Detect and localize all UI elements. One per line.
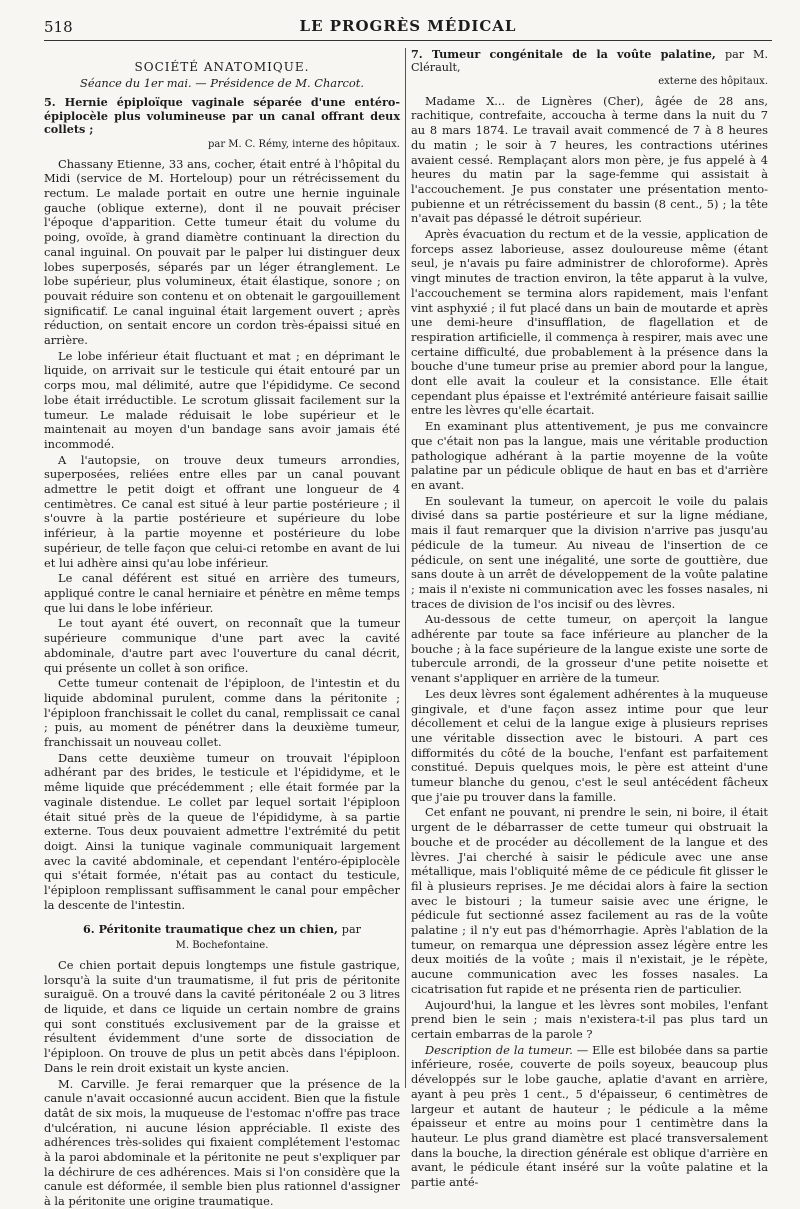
article-5-paragraph: Dans cette deuxième tumeur on trouvait l'épiploon adhérant par des brides, le testicule et l'épididyme, et le même liquide que précédemment ; elle était formée par la vaginale distendue. Le collet par lequel sortait l'épiploon était situé près de la queue de l'épididyme, à sa partie externe. Tous deux pouvaient admettre l'extrémité du petit doigt. Ainsi la tunique vaginale communiquait largement avec la cavité abdominale, et cependant l'entéro-épiplocèle qui s'était formée, n'était pas au contact du testicule, l'épiploon remplissant suffisamment le canal pour empêcher la descente de l'intestin. — [44, 750, 400, 912]
article-5-paragraph: Le tout ayant été ouvert, on reconnaît que la tumeur supérieure communique d'une part avec la cavité abdominale, d'autre part avec l'ouverture du canal décrit, qui présente un collet à son orifice. — [44, 616, 400, 675]
running-header — [44, 14, 772, 41]
article-5-paragraph: Le canal déférent est situé en arrière des tumeurs, appliqué contre le canal herniaire et pénètre en même temps que lui dans le lobe inférieur. — [44, 571, 400, 615]
article-7-paragraph: Les deux lèvres sont également adhérentes à la muqueuse gingivale, et d'une façon assez intime pour que leur décollement et celui de la langue exige à plusieurs reprises une véritable dissection avec le bistouri. A part ces difformités du côté de la bouche, l'enfant est parfaitement constitué. Depuis quelques mois, le père est atteint d'une tumeur blanche du genou, c'est le seul antécédent fâcheux que j'aie pu trouver dans la famille. — [411, 686, 768, 804]
article-7-paragraph: Madame X... de Lignères (Cher), âgée de 28 ans, rachitique, contrefaite, accoucha à terme dans la nuit du 7 au 8 mars 1874. Le travail avait commencé de 7 à 8 heures du matin ; le soir à 7 heures, les contractions utérines avaient cessé. Remplaçant alors mon père, je fus appelé à 4 heures du matin par la sage-femme qui assistait à l'accouchement. Je pus constater une présentation mento-pubienne et un rétrécissement du bassin (8 cent., 5) ; la tête n'avait pas dépassé le détroit supérieur. — [411, 93, 768, 226]
article-6-byline: M. Bochefontaine. — [175, 940, 269, 952]
article-5-paragraph: Cette tumeur contenait de l'épiploon, de l'intestin et du liquide abdominal purulent, comme dans la péritonite ; l'épiploon franchissait le collet du canal, remplissait ce canal ; puis, au moment de pénétrer dans la deuxième tumeur, franchissait un nouveau collet. — [44, 676, 400, 750]
article-6-title: 6. Péritonite traumatique chez un chien, — [83, 922, 338, 937]
article-6-paragraph: Ce chien portait depuis longtemps une fistule gastrique, lorsqu'à la suite d'un traumatisme, il fut pris de péritonite suraiguë. On a trouvé dans la cavité péritonéale 2 ou 3 litres de liquide, et dans ce liquide un certain nombre de grains qui sont constitués exclusivement par de la graisse et résultent évidemment d'une sorte de dissociation de l'épiploon. On trouve de plus un petit abcès dans l'épiploon. Dans le rein droit existait un kyste ancien. — [44, 957, 400, 1075]
session-line: Séance du 1er mai. — Présidence de M. Charcot. — [80, 75, 364, 90]
left-column — [44, 48, 400, 1209]
society-heading: SOCIÉTÉ ANATOMIQUE. — [134, 60, 310, 74]
journal-title: LE PROGRÈS MÉDICAL — [299, 17, 517, 35]
article-6-paragraph: M. Carville. Je ferai remarquer que la présence de la canule n'avait occasionné aucun accident. Bien que la fistule datât de six mois, la muqueuse de l'estomac n'offre pas trace d'ulcération, ni aucune lésion appréciable. Il existe des adhérences très-solides qui fixaient complétement l'estomac à la paroi abdominale et la péritonite ne peut s'expliquer par la déchirure de ces adhérences. Mais si l'on considère que la canule est déformée, il semble bien plus rationnel d'assigner à la péritonite une origine traumatique. — [44, 1076, 400, 1209]
article-7-paragraph: Cet enfant ne pouvant, ni prendre le sein, ni boire, il était urgent de le débarrasser de cette tumeur qui obstruait la bouche et de procéder au décollement de la langue et des lèvres. J'ai cherché à saisir le pédicule avec une anse métallique, mais l'obliquité même de ce pédicule fit glisser le fil à plusieurs reprises. Je me décidai alors à faire la section avec le bistouri ; la tumeur saisie avec une érigne, le pédicule fut sectionné assez facilement au ras de la voûte palatine ; il n'y eut pas d'hémorrhagie. Après l'ablation de la tumeur, on remarqua une dépression assez légère entre les deux moitiés de la voûte ; mais il n'existait, je le répète, aucune communication avec les fosses nasales. La cicatrisation fut rapide et ne présenta rien de particulier. — [411, 805, 768, 996]
tumor-description-text: — Elle est bilobée dans sa partie inférieure, rosée, couverte de poils soyeux, beaucoup plus développés sur le lobe gauche, aplatie d'avant en arrière, ayant à peu près 1 cent., 5 d'épaisseur, 6 centimètres de largeur et autant de hauteur ; le pédicule a la même épaisseur et entre au moins pour 1 centimètre dans la hauteur. Le plus grand diamètre est placé transversalement dans la bouche, la direction générale est oblique d'arrière en avant, le pédicule étant inséré sur la voûte palatine et la partie anté- — [411, 1042, 768, 1190]
article-7-heading — [411, 48, 768, 74]
column-divider — [405, 48, 406, 1088]
article-7-paragraph: Aujourd'hui, la langue et les lèvres sont mobiles, l'enfant prend bien le sein ; mais n'existera-t-il pas plus tard un certain embarras de la parole ? — [411, 997, 768, 1041]
article-7-paragraph: Après évacuation du rectum et de la vessie, application de forceps assez laborieuse, assez douloureuse même (étant seul, je n'avais pu faire administrer de chloroforme). Après vingt minutes de traction environ, la tête apparut à la vulve, l'accouchement se termina alors rapidement, mais l'enfant vint asphyxié ; il fut placé dans un bain de moutarde et après une demi-heure d'insufflation, de flagellation et de respiration artificielle, il commença à respirer, mais avec une certaine difficulté, due probablement à la présence dans la bouche d'une tumeur prise au premier abord pour la langue, dont elle avait la couleur et la consistance. Elle était cependant plus épaisse et l'extrémité antérieure faisait saillie entre les lèvres qu'elle écartait. — [411, 227, 768, 418]
right-column — [411, 47, 769, 1190]
article-7-author: par M. Clérault, — [411, 48, 769, 74]
page-number: 518 — [44, 18, 73, 36]
article-6-par: par — [341, 923, 361, 937]
article-5-paragraph: Le lobe inférieur était fluctuant et mat ; en déprimant le liquide, on arrivait sur le testicule qui était entouré par un corps mou, mal délimité, autre que l'épididyme. Ce second lobe était irréductible. Le scrotum glissait facilement sur la tumeur. Le malade réduisait le lobe supérieur et le maintenait au moyen d'un bandage sans avoir jamais été incommodé. — [44, 348, 400, 451]
article-7-paragraph: En soulevant la tumeur, on apercoit le voile du palais divisé dans sa partie postérieure et sur la ligne médiane, mais il faut remarquer que la division n'arrive pas jusqu'au pédicule de la tumeur. Au niveau de l'insertion de ce pédicule, on sent une inégalité, une sorte de gouttière, due sans doute à un arrêt de développement de la voûte palatine ; mais il n'existe ni communication avec les fosses nasales, ni traces de division de l'os incisif ou des lèvres. — [411, 493, 768, 611]
article-6-heading — [44, 922, 400, 938]
article-5-paragraph: A l'autopsie, on trouve deux tumeurs arrondies, superposées, reliées entre elles par un canal pouvant admettre le petit doigt et offrant une longueur de 4 centimètres. Ce canal est situé à leur partie postérieure ; il s'ouvre à la partie postérieure et supérieure du lobe inférieur, à la partie moyenne et postérieure du lobe supérieur, de telle façon que celui-ci retombe en avant de lui et lui adhère ainsi qu'au lobe inférieur. — [44, 452, 400, 570]
article-7-title: 7. Tumeur congénitale de la voûte palatine, — [411, 47, 716, 61]
article-5-byline: par M. C. Rémy, interne des hôpitaux. — [207, 138, 400, 150]
article-7-byline: externe des hôpitaux. — [658, 76, 768, 87]
tumor-description — [411, 1043, 768, 1190]
article-5-paragraph: Chassany Etienne, 33 ans, cocher, était entré à l'hôpital du Midi (service de M. Horteloup) pour un rétrécissement du rectum. Le malade portait en outre une hernie inguinale gauche (oblique externe), dont il ne pouvait préciser l'époque d'apparition. Cette tumeur était du volume du poing, ovoïde, à grand diamètre continuant la direction du canal inguinal. On pouvait par le palper lui distinguer deux lobes superposés, séparés par un léger étranglement. Le lobe supérieur, plus volumineux, était élastique, sonore ; on pouvait réduire son contenu et on obtenait le gargouillement significatif. Le canal inguinal était largement ouvert ; après réduction, on sentait encore un cordon très-épaissi situé en arrière. — [44, 156, 400, 348]
article-5-title: 5. Hernie épiploïque vaginale séparée d'une entéro-épiplocèle plus volumineuse par un canal offrant deux collets ; — [44, 95, 400, 137]
tumor-description-label: Description de la tumeur. — [425, 1042, 573, 1057]
article-7-paragraph: Au-dessous de cette tumeur, on aperçoit la langue adhérente par toute sa face inférieure au plancher de la bouche ; à la face supérieure de la langue existe une sorte de tubercule arrondi, de la grosseur d'une petite noisette et venant s'appliquer en arrière de la tumeur. — [411, 612, 768, 686]
article-7-paragraph: En examinant plus attentivement, je pus me convaincre que c'était non pas la langue, mais une véritable production pathologique adhérant à la partie moyenne de la voûte palatine par un pédicule oblique de haut en bas et d'arrière en avant. — [411, 419, 768, 492]
